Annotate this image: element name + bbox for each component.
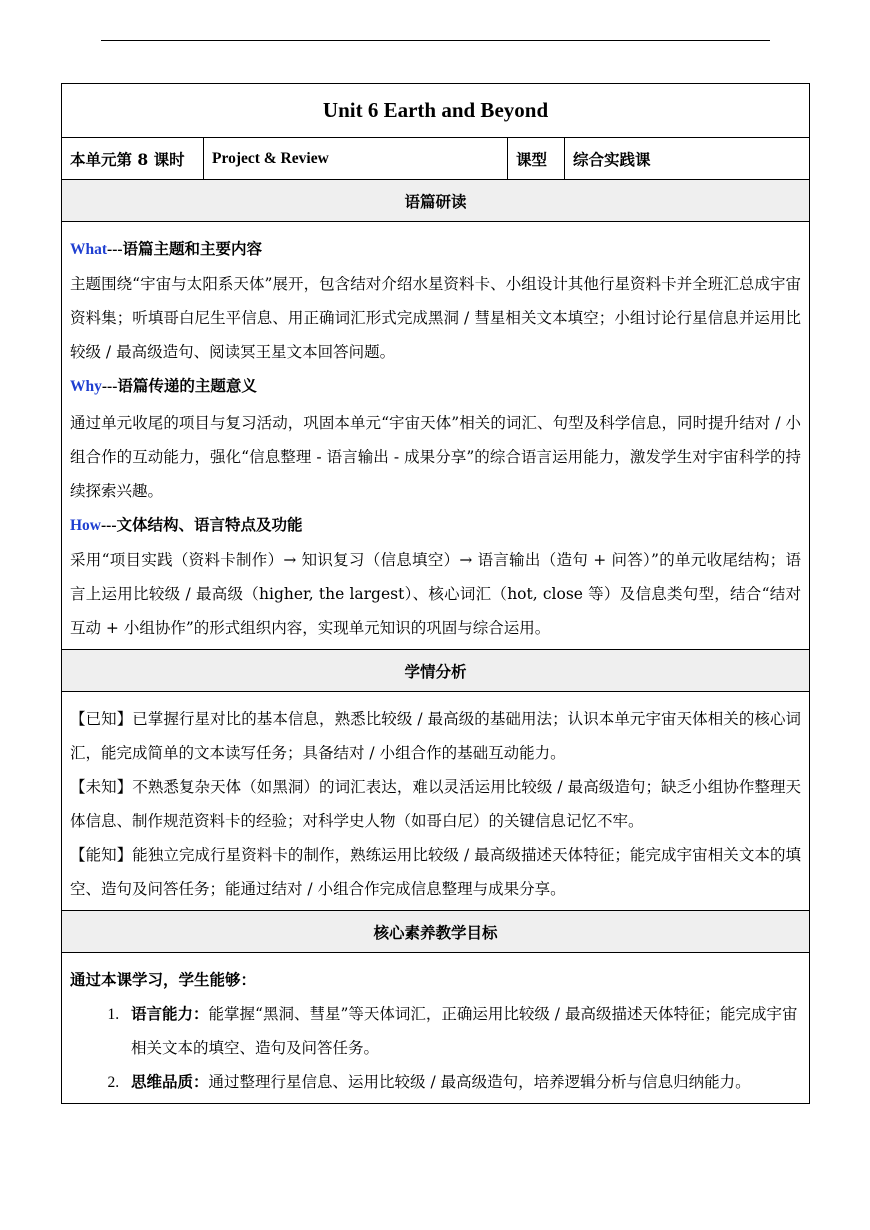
goal-item: 1. 语言能力：能掌握“黑洞、彗星”等天体词汇，正确运用比较级 / 最高级描述天体特征；能完成宇宙相关文本的填空、造句及问答任务。 [123, 997, 801, 1065]
lesson-name: Project & Review [204, 138, 508, 180]
section-heading-text-study: 语篇研读 [62, 180, 810, 222]
goal-item: 2. 思维品质：通过整理行星信息、运用比较级 / 最高级造句，培养逻辑分析与信息归纳能力。 [123, 1065, 801, 1099]
what-heading: What---语篇主题和主要内容 [70, 239, 263, 258]
text-study-body [62, 222, 810, 650]
lesson-number-label: 本单元第 8 课时 [62, 138, 204, 180]
header-rule [101, 40, 770, 41]
how-keyword: How [70, 517, 101, 534]
known-paragraph: 【已知】已掌握行星对比的基本信息，熟悉比较级 / 最高级的基础用法；认识本单元宇宙天体相关的核心词汇，能完成简单的文本读写任务；具备结对 / 小组合作的基础互动能力。 [70, 710, 802, 762]
what-keyword: What [70, 241, 108, 258]
unknown-paragraph: 【未知】不熟悉复杂天体（如黑洞）的词汇表达，难以灵活运用比较级 / 最高级造句；缺乏小组协作整理天体信息、制作规范资料卡的经验；对科学史人物（如哥白尼）的关键信息记忆不牢。 [70, 778, 802, 830]
learner-analysis-body [62, 692, 810, 911]
why-text: 通过单元收尾的项目与复习活动，巩固本单元“宇宙天体”相关的词汇、句型及科学信息，同时提升结对 / 小组合作的互动能力，强化“信息整理 - 语言输出 - 成果分享”的综合语言运用能力，激发学生对宇宙科学的持续探索兴趣。 [70, 414, 802, 500]
why-keyword: Why [70, 378, 102, 395]
unit-title: Unit 6 Earth and Beyond [62, 84, 810, 138]
able-paragraph: 【能知】能独立完成行星资料卡的制作，熟练运用比较级 / 最高级描述天体特征；能完成宇宙相关文本的填空、造句及问答任务；能通过结对 / 小组合作完成信息整理与成果分享。 [70, 846, 802, 898]
goals-list [70, 997, 801, 1099]
goals-intro: 通过本课学习，学生能够： [70, 970, 257, 989]
why-heading: Why---语篇传递的主题意义 [70, 376, 257, 395]
lesson-type-label: 课型 [508, 138, 565, 180]
goals-body [62, 953, 810, 1104]
lesson-info-row [62, 138, 810, 180]
how-heading: How---文体结构、语言特点及功能 [70, 515, 303, 534]
what-text: 主题围绕“宇宙与太阳系天体”展开，包含结对介绍水星资料卡、小组设计其他行星资料卡并全班汇总成宇宙资料集；听填哥白尼生平信息、用正确词汇形式完成黑洞 / 彗星相关文本填空；小组讨论行星信息并运用比较级 / 最高级造句、阅读冥王星文本回答问题。 [70, 275, 802, 361]
section-heading-learner-analysis: 学情分析 [62, 650, 810, 692]
how-text: 采用“项目实践（资料卡制作）→ 知识复习（信息填空）→ 语言输出（造句 + 问答）”的单元收尾结构；语言上运用比较级 / 最高级（higher, the largest）、核心词汇（hot, close 等）及信息类句型，结合“结对互动 + 小组协作”的形式组织内容，实现单元知识的巩固与综合运用。 [70, 551, 802, 637]
section-heading-goals: 核心素养教学目标 [62, 911, 810, 953]
lesson-plan-table [61, 83, 810, 1104]
lesson-type-value: 综合实践课 [565, 138, 810, 180]
